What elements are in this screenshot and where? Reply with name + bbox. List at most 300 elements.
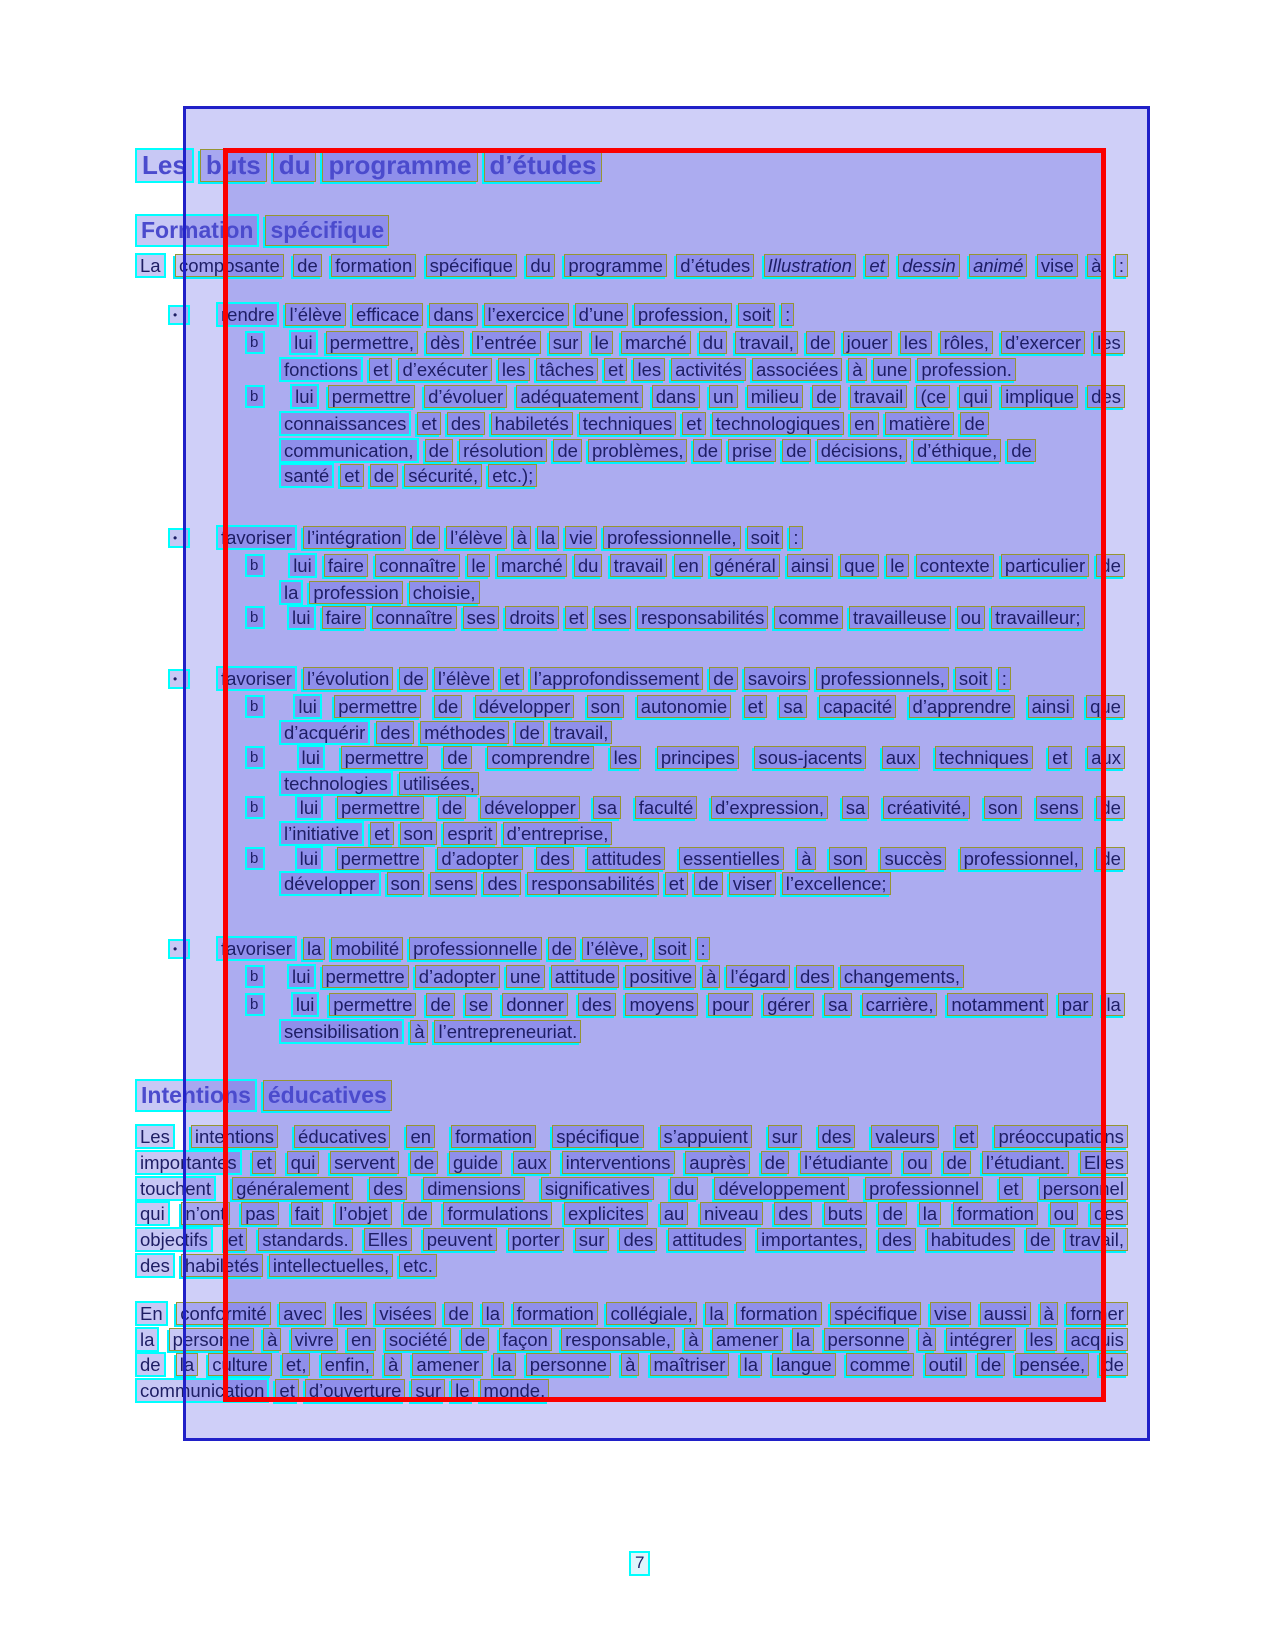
word-box: de — [693, 439, 722, 462]
word-box: l’évolution — [303, 667, 393, 690]
word-box: ses — [594, 606, 631, 629]
word-box: général — [710, 554, 780, 577]
word-box: faire — [324, 554, 368, 577]
word-box: lui — [297, 745, 326, 770]
word-box: autonomie — [637, 695, 731, 718]
word-box: développer — [475, 695, 575, 718]
word-box: lui — [293, 694, 322, 719]
word-box: et — [340, 464, 363, 487]
word-box: du — [273, 149, 317, 182]
text-line — [168, 666, 1011, 691]
word-box: travailleuse — [849, 606, 951, 629]
word-box: son — [387, 872, 425, 895]
word-box: aux — [882, 746, 920, 769]
word-box: peuvent — [423, 1228, 497, 1251]
word-box: d’expression, — [711, 796, 828, 819]
word-box: responsabilités — [527, 872, 658, 895]
word-box: société — [385, 1328, 452, 1351]
word-box: attitudes — [668, 1228, 746, 1251]
word-box: d’exécuter — [398, 358, 491, 381]
word-box: soit — [747, 526, 784, 549]
word-box: d’éthique, — [913, 439, 1001, 462]
word-box: le — [886, 554, 908, 577]
word-box: d’acquérir — [279, 720, 370, 745]
word-box: spécifique — [830, 1302, 921, 1325]
word-box: professionnel — [865, 1177, 983, 1200]
word-box: permettre — [329, 993, 416, 1016]
word-box: à — [513, 526, 531, 549]
word-box: pensée, — [1015, 1353, 1089, 1376]
word-box: profession — [309, 581, 402, 604]
word-box: lui — [288, 553, 317, 578]
word-box: soit — [654, 937, 691, 960]
word-box: la — [135, 1327, 159, 1352]
word-box: d’adopter — [415, 965, 500, 988]
word-box: aux — [513, 1151, 551, 1174]
word-box: dessin — [898, 254, 959, 277]
word-box: l’objet — [335, 1202, 391, 1225]
text-line — [135, 1176, 1128, 1201]
word-box: soit — [955, 667, 992, 690]
bullet-marker: b — [245, 965, 265, 988]
word-box: : — [781, 303, 794, 326]
word-box: prise — [728, 439, 776, 462]
word-box: l’approfondissement — [530, 667, 704, 690]
word-box: viser — [729, 872, 776, 895]
word-box: l’intégration — [303, 526, 406, 549]
text-line — [279, 438, 1036, 463]
word-box: succès — [880, 847, 946, 870]
word-box: formation — [451, 1125, 536, 1148]
bullet-marker: b — [245, 847, 265, 870]
word-box: qui — [135, 1201, 170, 1226]
word-box: des — [376, 721, 414, 744]
word-box: permettre — [337, 847, 424, 870]
word-box: l’étudiante — [800, 1151, 892, 1174]
word-box: sous-jacents — [754, 746, 866, 769]
word-box: à — [1087, 254, 1105, 277]
word-box: buts — [824, 1202, 867, 1225]
word-box: avec — [279, 1302, 326, 1325]
text-line — [245, 384, 1125, 409]
word-box: et — [565, 606, 588, 629]
word-box: importantes, — [757, 1228, 867, 1251]
word-box: les — [1026, 1328, 1058, 1351]
text-line — [135, 216, 389, 245]
word-box: d’études — [484, 149, 603, 182]
word-box: de — [135, 1352, 166, 1377]
text-line — [245, 605, 1085, 630]
word-box: son — [400, 822, 438, 845]
word-box: importantes — [135, 1150, 242, 1175]
word-box: de — [782, 439, 811, 462]
word-box: problèmes, — [588, 439, 688, 462]
word-box: formation — [736, 1302, 821, 1325]
word-box: essentielles — [679, 847, 784, 870]
word-box: d’adopter — [437, 847, 522, 870]
word-box: droits — [505, 606, 558, 629]
word-box: ou — [903, 1151, 932, 1174]
text-line — [135, 1301, 1128, 1326]
text-line — [279, 771, 479, 796]
word-box: son — [984, 796, 1022, 819]
word-box: en — [347, 1328, 376, 1351]
word-box: et — [417, 412, 440, 435]
text-line — [135, 1150, 1128, 1175]
text-line — [279, 357, 1016, 382]
word-box: travail, — [1065, 1228, 1128, 1251]
word-box: développer — [279, 871, 381, 896]
word-box: dans — [652, 385, 700, 408]
word-box: son — [587, 695, 625, 718]
word-box: matière — [885, 412, 955, 435]
word-box: spécifique — [552, 1125, 643, 1148]
word-box: efficace — [352, 303, 423, 326]
word-box: comme — [846, 1353, 915, 1376]
word-box: dans — [429, 303, 477, 326]
text-line — [135, 1253, 437, 1278]
word-box: sur — [411, 1379, 445, 1402]
word-box: de — [443, 746, 472, 769]
word-box: créativité, — [883, 796, 970, 819]
word-box: sa — [593, 796, 621, 819]
text-line — [245, 964, 964, 989]
word-box: les — [1093, 331, 1125, 354]
word-box: En — [135, 1301, 168, 1326]
word-box: éducatives — [294, 1125, 390, 1148]
word-box: de — [403, 1202, 432, 1225]
word-box: des — [818, 1125, 856, 1148]
word-box: de — [461, 1328, 490, 1351]
word-box: lui — [290, 384, 319, 409]
word-box: : — [697, 937, 710, 960]
word-box: ainsi — [787, 554, 833, 577]
word-box: que — [1086, 695, 1125, 718]
word-box: La — [135, 253, 166, 278]
word-box: attitudes — [587, 847, 665, 870]
word-box: amener — [412, 1353, 483, 1376]
word-box: lui — [295, 795, 324, 820]
word-box: de — [806, 331, 835, 354]
word-box: et — [252, 1151, 275, 1174]
word-box: sa — [842, 796, 870, 819]
word-box: la — [919, 1202, 941, 1225]
word-box: mobilité — [331, 937, 403, 960]
text-line — [279, 411, 989, 436]
word-box: maîtriser — [650, 1353, 730, 1376]
word-box: de — [1096, 554, 1125, 577]
word-box: personne — [169, 1328, 254, 1351]
word-box: permettre — [341, 746, 428, 769]
word-box: capacité — [819, 695, 896, 718]
word-box: de — [960, 412, 989, 435]
word-box: personne — [526, 1353, 611, 1376]
word-box: développer — [480, 796, 580, 819]
word-box: la — [705, 1302, 727, 1325]
word-box: sens — [1036, 796, 1083, 819]
word-box: profession, — [634, 303, 733, 326]
word-box: significatives — [541, 1177, 654, 1200]
word-box: la — [740, 1353, 762, 1376]
word-box: le — [467, 554, 489, 577]
word-box: lui — [295, 846, 324, 871]
bullet-marker: b — [245, 331, 265, 354]
word-box: en — [850, 412, 879, 435]
word-box: intentions — [191, 1125, 278, 1148]
word-box: carrière, — [862, 993, 938, 1016]
word-box: favoriser — [216, 936, 297, 961]
bullet-marker: b — [245, 695, 265, 718]
word-box: lui — [287, 605, 316, 630]
word-box: personne — [824, 1328, 909, 1351]
word-box: l’entrée — [472, 331, 541, 354]
word-box: permettre — [322, 965, 409, 988]
word-box: des — [619, 1228, 657, 1251]
word-box: sur — [575, 1228, 609, 1251]
bullet-marker: b — [245, 746, 265, 769]
text-line — [245, 795, 1125, 820]
word-box: porter — [508, 1228, 564, 1251]
word-box: et — [369, 358, 392, 381]
word-box: etc. — [399, 1254, 437, 1277]
word-box: pour — [708, 993, 753, 1016]
word-box: l’égard — [726, 965, 790, 988]
word-box: outil — [925, 1353, 967, 1376]
word-box: du — [526, 254, 555, 277]
word-box: intégrer — [946, 1328, 1017, 1351]
word-box: amener — [712, 1328, 783, 1351]
text-line — [279, 871, 891, 896]
word-box: personnel — [1039, 1177, 1128, 1200]
bullet-marker: • — [168, 939, 190, 959]
word-box: fait — [291, 1202, 324, 1225]
word-box: le — [591, 331, 613, 354]
bullet-marker: b — [245, 554, 265, 577]
word-box: culture — [208, 1353, 272, 1376]
word-box: aux — [1087, 746, 1125, 769]
word-box: choisie, — [409, 581, 480, 604]
word-box: méthodes — [420, 721, 509, 744]
word-box: monde. — [480, 1379, 550, 1402]
word-box: buts — [200, 149, 267, 182]
word-box: former — [1066, 1302, 1127, 1325]
word-box: son — [829, 847, 867, 870]
word-box: de — [553, 439, 582, 462]
word-box: savoirs — [744, 667, 811, 690]
word-box: travail — [610, 554, 667, 577]
word-box: Illustration — [764, 254, 856, 277]
word-box: d’exercer — [1001, 331, 1085, 354]
word-box: résolution — [459, 439, 547, 462]
word-box: du — [670, 1177, 699, 1200]
text-line — [168, 302, 794, 327]
text-line — [279, 821, 612, 846]
word-box: d’études — [676, 254, 754, 277]
word-box: programme — [564, 254, 667, 277]
word-box: lui — [291, 992, 320, 1017]
word-box: des — [369, 1177, 407, 1200]
text-line — [135, 1124, 1128, 1149]
word-box: l’élève — [446, 526, 506, 549]
word-box: dimensions — [423, 1177, 525, 1200]
word-box: enfin, — [321, 1353, 374, 1376]
word-box: sa — [824, 993, 852, 1016]
word-box: et — [604, 358, 627, 381]
word-box: d’une — [575, 303, 628, 326]
word-box: jouer — [843, 331, 892, 354]
text-line — [168, 936, 710, 961]
word-box: milieu — [747, 385, 803, 408]
word-box: et — [865, 254, 888, 277]
word-box: des — [578, 993, 616, 1016]
word-box: l’élève — [434, 667, 494, 690]
word-box: : — [789, 526, 802, 549]
word-box: soit — [738, 303, 775, 326]
word-box: touchent — [135, 1176, 216, 1201]
word-box: vie — [565, 526, 597, 549]
word-box: animé — [969, 254, 1027, 277]
word-box: l’excellence; — [782, 872, 891, 895]
page-number: 7 — [629, 1551, 650, 1576]
word-box: sécurité, — [404, 464, 482, 487]
text-line — [245, 553, 1125, 578]
word-box: collégiale, — [606, 1302, 696, 1325]
word-box: techniques — [579, 412, 676, 435]
word-box: Elles — [364, 1228, 412, 1251]
word-box: niveau — [700, 1202, 763, 1225]
word-box: décisions, — [817, 439, 907, 462]
word-box: de — [1096, 796, 1125, 819]
word-box: permettre — [334, 695, 421, 718]
word-box: implique — [1001, 385, 1078, 408]
word-box: ainsi — [1028, 695, 1074, 718]
word-box: de — [1007, 439, 1036, 462]
word-box: rôles, — [940, 331, 993, 354]
text-line — [135, 1378, 549, 1403]
word-box: de — [1096, 847, 1125, 870]
word-box: formation — [953, 1202, 1038, 1225]
word-box: communication, — [279, 438, 419, 463]
word-box: formation — [513, 1302, 598, 1325]
word-box: de — [1099, 1353, 1128, 1376]
word-box: conformité — [176, 1302, 270, 1325]
word-box: travail — [850, 385, 907, 408]
word-box: de — [444, 1302, 473, 1325]
word-box: lui — [287, 964, 316, 989]
text-line — [279, 720, 612, 745]
text-line — [135, 149, 602, 182]
word-box: une — [506, 965, 545, 988]
word-box: lui — [289, 330, 318, 355]
word-box: des — [135, 1253, 175, 1278]
word-box: des — [1087, 385, 1125, 408]
word-box: sensibilisation — [279, 1019, 404, 1044]
word-box: favoriser — [216, 666, 297, 691]
word-box: des — [878, 1228, 916, 1251]
word-box: santé — [279, 463, 334, 488]
word-box: intellectuelles, — [269, 1254, 393, 1277]
text-line — [135, 1081, 392, 1110]
word-box: aussi — [980, 1302, 1031, 1325]
word-box: à — [918, 1328, 936, 1351]
word-box: l’entrepreneuriat. — [434, 1020, 581, 1043]
word-box: d’entreprise, — [503, 822, 613, 845]
word-box: adéquatement — [516, 385, 642, 408]
word-box: ses — [463, 606, 500, 629]
word-box: sur — [768, 1125, 802, 1148]
word-box: : — [998, 667, 1011, 690]
bullet-marker: • — [168, 528, 190, 548]
word-box: de — [434, 695, 463, 718]
word-box: à — [684, 1328, 702, 1351]
word-box: de — [812, 385, 841, 408]
word-box: l’initiative — [279, 821, 364, 846]
word-box: travail, — [550, 721, 613, 744]
word-box: à — [263, 1328, 281, 1351]
word-box: de — [943, 1151, 972, 1174]
word-box: de — [426, 993, 455, 1016]
word-box: du — [574, 554, 603, 577]
word-box: professionnelle, — [603, 526, 741, 549]
word-box: que — [840, 554, 879, 577]
word-box: de — [425, 439, 454, 462]
word-box: à — [384, 1353, 402, 1376]
word-box: se — [465, 993, 493, 1016]
text-line — [245, 992, 1125, 1017]
text-line — [135, 253, 1128, 278]
word-box: par — [1058, 993, 1093, 1016]
word-box: de — [410, 1151, 439, 1174]
word-box: de — [761, 1151, 790, 1174]
word-box: Les — [135, 148, 194, 183]
word-box: comprendre — [487, 746, 594, 769]
word-box: attitude — [551, 965, 620, 988]
word-box: ou — [1050, 1202, 1079, 1225]
word-box: connaître — [372, 606, 457, 629]
word-box: permettre — [328, 385, 415, 408]
word-box: de — [515, 721, 544, 744]
word-box: travail, — [735, 331, 798, 354]
word-box: des — [536, 847, 574, 870]
word-box: n’ont — [181, 1202, 229, 1225]
word-box: la — [176, 1353, 198, 1376]
word-box: la — [1102, 993, 1124, 1016]
bullet-marker: b — [245, 606, 265, 629]
word-box: rendre — [216, 302, 279, 327]
text-line — [245, 694, 1125, 719]
word-box: vise — [1037, 254, 1078, 277]
word-box: principes — [657, 746, 739, 769]
word-box: des — [774, 1202, 812, 1225]
bullet-marker: b — [245, 796, 265, 819]
word-box: l’élève, — [582, 937, 648, 960]
word-box: d’évoluer — [424, 385, 507, 408]
word-box: de — [1026, 1228, 1055, 1251]
word-box: gérer — [763, 993, 814, 1016]
word-box: le — [451, 1379, 473, 1402]
word-box: éducatives — [263, 1080, 392, 1110]
word-box: les — [335, 1302, 367, 1325]
word-box: spécifique — [265, 215, 389, 245]
word-box: sa — [779, 695, 807, 718]
word-box: ou — [957, 606, 986, 629]
word-box: vivre — [291, 1328, 338, 1351]
word-box: les — [610, 746, 642, 769]
word-box: et, — [282, 1353, 311, 1376]
word-box: standards. — [258, 1228, 352, 1251]
word-box: guide — [449, 1151, 502, 1174]
word-box: des — [1090, 1202, 1128, 1225]
